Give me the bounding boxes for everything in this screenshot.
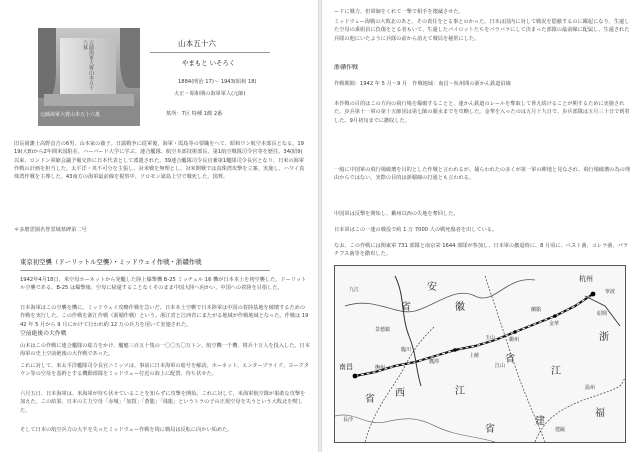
map-label: 福 — [595, 408, 605, 419]
paragraph: これに対して、米太平洋艦隊司令長官ニミッツは、事前に日本海軍の暗号を解読、ホーネット、エンタープライズ、ヨークタウン等の空母を基幹とする機動部隊をミッドウェー付近の海上に配置、待ち伏せた。 — [20, 363, 309, 378]
paragraph: そして日本の航空兵力の大半を失ったミッドウェー作戦を境に戦局は反転に向かい始めた。 — [20, 427, 233, 433]
heading-rule — [20, 270, 270, 271]
campaign-map — [334, 265, 626, 443]
map-label: 江 — [455, 386, 465, 397]
map-small-label: 衢州 — [509, 337, 520, 343]
map-label: 省 — [505, 354, 515, 365]
paragraph: 一般に中国軍の飛行場破壊を目的とした作戦と言われるが、捕らわれたの多くが第一軍の陣地と見なされ、飛行場破壊の為の理由からではない。実際の目的は浙贛線の打通とも言われる。 — [334, 167, 630, 182]
map-small-label: 金華 — [549, 321, 560, 327]
life-dates: 1884(明治 17)〜 1943(昭和 18) — [178, 79, 257, 85]
paragraph: 本作戦の目的はこの方向の飛行場を爆破することと、連かん鉄道のレールを奪取して脅え続けることが期するために実施された。歩兵第十一軍の第十五師団は第七師の麗水までを攻略した。金華を入ったのは五月十九日で、歩兵部隊は五月三十日で到着した。9月初旬までに撤収した。 — [334, 101, 630, 124]
grave-location: 墓所：7区 特種 1側 2番 — [166, 111, 223, 117]
map-small-label: 江山 — [495, 363, 506, 369]
tree-shape — [120, 28, 140, 88]
sub-heading: 空前絶後の大作戦 — [20, 331, 67, 337]
stone-inscription: 元帥海軍大将山本五十六墓 — [82, 40, 94, 90]
map-city-label: 南昌 — [339, 363, 353, 371]
paragraph: ードに戦力、但軍師をくれて一撃で相手を壊滅させた。 — [334, 9, 464, 15]
map-label: 建 — [535, 416, 545, 427]
grave-photo — [38, 28, 140, 126]
map-small-label: 建甌 — [555, 427, 566, 433]
map-small-label: 長沙 — [343, 417, 354, 423]
map-label: 省 — [365, 394, 375, 405]
city-marker — [553, 314, 557, 318]
map-small-label: 撫州 — [375, 365, 386, 371]
map-label: 安 — [427, 282, 437, 293]
person-name: 山本五十六 — [178, 39, 216, 48]
map-small-label: 上饒 — [469, 353, 480, 359]
map-city-label: 杭州 — [579, 275, 593, 283]
paragraph: 中国軍は反撃を開始し、衢州以西の失地を奪回した。 — [334, 211, 459, 217]
river — [395, 276, 421, 386]
paragraph: なお、この作戦には関東軍 731 部隊と南京栄 1644 部隊が参加し、日本軍の撤退時に、8 月頃に、ペスト菌、コレラ菌、パラチフス菌等を撒布した。 — [334, 243, 629, 258]
city-marker — [453, 348, 457, 352]
map-small-label: 紹興 — [597, 311, 608, 317]
map-small-label: 鷹潭 — [429, 359, 440, 365]
tree-shape — [38, 28, 56, 98]
photo-caption: 元帥海軍大将山本五十六墓 — [40, 112, 101, 118]
map-graphic — [335, 266, 625, 442]
city-marker — [513, 330, 517, 334]
operation-summary: 作戦期間：1942 年 5 月〜9 月 作戦地域：南昌〜杭州間の浙かん鉄道沿線 — [334, 81, 511, 87]
province-border — [335, 415, 495, 442]
left-page — [0, 0, 318, 452]
map-small-label: 玉山 — [485, 335, 496, 341]
title-rule — [150, 52, 270, 53]
map-small-label: 蘭谿 — [531, 307, 542, 313]
section-heading: 浙贛作戦 — [334, 64, 359, 71]
grave-base — [44, 94, 134, 106]
map-label: 省 — [401, 302, 411, 313]
map-small-label: 九江 — [349, 287, 360, 293]
province-border — [535, 378, 625, 442]
city-marker — [353, 374, 358, 379]
map-small-label: 温州 — [585, 385, 596, 391]
city-marker — [591, 292, 596, 297]
province-border — [345, 280, 535, 312]
map-label: 浙 — [599, 332, 609, 343]
map-small-label: 臨川 — [401, 347, 412, 353]
paragraph: 六月五日、日本海軍は、米海軍が待ち伏せていることを知らずに攻撃を開始。これに対して、米海軍航空隊が果敢な攻撃を加えた。この結果、日本の主力空母「赤城」「加賀」「蒼龍」「飛龍」というトラの子の正規空母を失うという大敗北を喫した。 — [20, 391, 306, 414]
person-role: 大正・昭和期の海軍軍人(元帥) — [174, 91, 246, 97]
paragraph: ミッドウェー海戦の大敗北のあと、その責任をとる事とのかった。日本は国内に対して戦況を隠蔽するのに躍起になり、生還した空母の乗組員に負傷をとる者もいて、生還したパイロットたちをバラバラにして決まった部隊の最前線に配属し、生還された兵隊の他にいたように兵隊の前から消えて戦局を秘匿にした。 — [334, 19, 630, 42]
section-heading: 東京初空襲（ドーリットル空襲）・ミッドウェイ作戦・浙贛作戦 — [20, 258, 202, 266]
map-small-label: 景德鎮 — [375, 327, 391, 333]
paragraph: 山本はこの作戦に連合艦隊の総力をかけ、艦艇三百五十隻の一〇〇五〇万トン、航空機一千機、将兵十万人を投入した。日本海軍の史上空前絶後の大作戦であった。 — [20, 343, 310, 358]
map-label: 西 — [395, 388, 405, 399]
paragraph: 1942年4月18日、米空母ホーネットから発艦した陸上爆撃機 B-25 ミッチェル 16 機が日本本土を初空襲した。ドーリットル空襲である。B-25 は爆撃後、空母に帰還することなくそのまま中国大陸へ向かい、中国への着陸を目指した。 — [20, 277, 307, 292]
paragraph: 日本海軍はこの空襲を機に、ミッドウェイ攻略作戦を急いだ。日本本土空襲で日本陸軍は中国の着陸基地を破壊するための作戦を実行した。この作戦を浙江作戦（浙贛作戦）という。浙江省と江西省にまたがる地域が作戦地域となった。作戦は 1942 年 5 月から 9 月にかけて行われ約 12 万の兵力を用いて実施された。 — [20, 305, 309, 328]
map-label: 徽 — [455, 302, 465, 313]
map-label: 江 — [551, 366, 561, 377]
person-kana: やまもと いそろく — [182, 59, 236, 67]
bio-text: 旧長岡藩士高野貞吉の6男、山本家の養子。日露戦争に従軍後、海軍・霞島等の要職をへて、昭和ワシ航空本部長となる。1919(大8)から2年間米国駐在、ハーバード大学に学ぶ。連合艦隊、航空本部技術部長、第1航空戦隊司令官等を歴任。34(昭9)以来、ロンドン軍縮会議予備交渉に日本代表として派遣された。39連合艦隊司令長官兼第1艦隊司令長官となり、日米の海軍作戦の計画を担当した。太平洋・英不可分を主張し、対米戦を無理とし、対米開戦では真珠湾攻撃を立案、実施し、ハワイ真珠湾作戦を主導した。43南方の海軍最前線を視察中、ソロモン諸島上空で戦死した。国葬。 — [14, 141, 305, 181]
bio-source: ＊多磨霊園名誉霊域墓碑第二号 — [14, 227, 87, 233]
map-small-label: 寧波 — [605, 289, 616, 295]
paragraph: 日本軍はこの一連の戦役で約 1 万 7000 人の戦死傷者を出している。 — [334, 227, 498, 233]
map-label: 省 — [485, 424, 495, 435]
